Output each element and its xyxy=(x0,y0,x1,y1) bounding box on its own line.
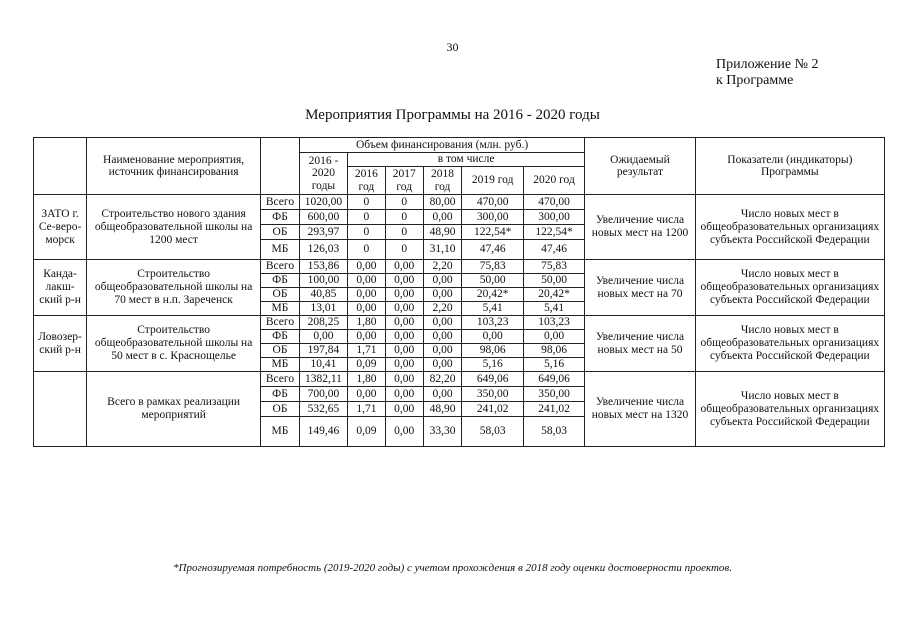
value-total: 40,85 xyxy=(299,288,347,302)
value-2018: 0,00 xyxy=(423,210,462,225)
value-2019: 58,03 xyxy=(462,417,523,447)
value-2019: 5,41 xyxy=(462,302,523,316)
source-cell: МБ xyxy=(261,240,300,260)
header-source-blank xyxy=(261,138,300,195)
group-indicator: Число новых мест в общеобразовательных организациях субъекта Российской Федерации xyxy=(695,260,884,316)
value-2020: 0,00 xyxy=(523,330,584,344)
value-2018: 48,90 xyxy=(423,402,462,417)
header-including: в том числе xyxy=(347,153,584,167)
value-2017: 0 xyxy=(385,195,423,210)
source-cell: МБ xyxy=(261,302,300,316)
value-2017: 0,00 xyxy=(385,372,423,387)
group-result: Увеличение числа новых мест на 1200 xyxy=(585,195,695,260)
value-2018: 0,00 xyxy=(423,288,462,302)
value-2018: 2,20 xyxy=(423,260,462,274)
value-total: 293,97 xyxy=(299,225,347,240)
group-place: ЗАТО г. Се-веро-морск xyxy=(34,195,87,260)
header-2018: 2018 год xyxy=(423,167,462,195)
value-2019: 50,00 xyxy=(462,274,523,288)
value-2016: 0,00 xyxy=(347,274,385,288)
value-total: 197,84 xyxy=(299,344,347,358)
header-place-blank xyxy=(34,138,87,195)
value-2017: 0,00 xyxy=(385,417,423,447)
value-2019: 20,42* xyxy=(462,288,523,302)
source-cell: Всего xyxy=(261,195,300,210)
page-number: 30 xyxy=(446,40,459,54)
value-2019: 300,00 xyxy=(462,210,523,225)
value-2019: 75,83 xyxy=(462,260,523,274)
value-2016: 0 xyxy=(347,210,385,225)
value-2017: 0 xyxy=(385,240,423,260)
value-2020: 47,46 xyxy=(523,240,584,260)
group-indicator: Число новых мест в общеобразовательных организациях субъекта Российской Федерации xyxy=(695,316,884,372)
value-2020: 98,06 xyxy=(523,344,584,358)
source-cell: ОБ xyxy=(261,344,300,358)
value-total: 10,41 xyxy=(299,358,347,372)
value-2020: 50,00 xyxy=(523,274,584,288)
value-2019: 98,06 xyxy=(462,344,523,358)
value-2016: 0,00 xyxy=(347,288,385,302)
group-total-name: Всего в рамках реализации мероприятий xyxy=(87,372,261,447)
value-2018: 48,90 xyxy=(423,225,462,240)
value-2020: 350,00 xyxy=(523,387,584,402)
value-2018: 0,00 xyxy=(423,344,462,358)
value-2017: 0,00 xyxy=(385,260,423,274)
source-cell: ФБ xyxy=(261,387,300,402)
value-2016: 1,71 xyxy=(347,402,385,417)
value-2016: 0 xyxy=(347,225,385,240)
value-2017: 0,00 xyxy=(385,302,423,316)
header-name: Наименование мероприятия, источник финансирования xyxy=(87,138,261,195)
value-2018: 0,00 xyxy=(423,330,462,344)
value-2020: 58,03 xyxy=(523,417,584,447)
source-cell: ФБ xyxy=(261,210,300,225)
appendix-line-2: к Программе xyxy=(716,73,794,88)
source-cell: МБ xyxy=(261,358,300,372)
value-total: 149,46 xyxy=(299,417,347,447)
value-2016: 0,09 xyxy=(347,358,385,372)
value-2019: 103,23 xyxy=(462,316,523,330)
value-2019: 0,00 xyxy=(462,330,523,344)
value-2019: 350,00 xyxy=(462,387,523,402)
source-cell: ОБ xyxy=(261,288,300,302)
source-cell: ОБ xyxy=(261,225,300,240)
value-total: 153,86 xyxy=(299,260,347,274)
value-2020: 20,42* xyxy=(523,288,584,302)
value-total: 1382,11 xyxy=(299,372,347,387)
group-indicator: Число новых мест в общеобразовательных организациях субъекта Российской Федерации xyxy=(695,372,884,447)
source-cell: МБ xyxy=(261,417,300,447)
header-total-years: 2016 - 2020 годы xyxy=(299,153,347,195)
source-cell: ФБ xyxy=(261,330,300,344)
value-2020: 122,54* xyxy=(523,225,584,240)
value-2018: 0,00 xyxy=(423,358,462,372)
value-2017: 0 xyxy=(385,210,423,225)
value-2016: 1,71 xyxy=(347,344,385,358)
source-cell: Всего xyxy=(261,372,300,387)
header-result: Ожидаемый результат xyxy=(585,138,695,195)
source-cell: Всего xyxy=(261,260,300,274)
value-2019: 5,16 xyxy=(462,358,523,372)
header-funding: Объем финансирования (млн. руб.) xyxy=(299,138,584,153)
appendix-label xyxy=(716,57,819,89)
source-cell: Всего xyxy=(261,316,300,330)
footnote: *Прогнозируемая потребность (2019-2020 годы) с учетом прохождения в 2018 году оценки достоверности проектов. xyxy=(173,562,732,574)
header-2020: 2020 год xyxy=(523,167,584,195)
value-2020: 103,23 xyxy=(523,316,584,330)
group-result: Увеличение числа новых мест на 50 xyxy=(585,316,695,372)
group-activity-name: Строительство общеобразовательной школы на 70 мест в н.п. Зареченск xyxy=(87,260,261,316)
value-2020: 241,02 xyxy=(523,402,584,417)
value-2020: 470,00 xyxy=(523,195,584,210)
value-total: 600,00 xyxy=(299,210,347,225)
value-2017: 0,00 xyxy=(385,274,423,288)
value-2016: 1,80 xyxy=(347,316,385,330)
header-2019: 2019 год xyxy=(462,167,523,195)
value-2018: 33,30 xyxy=(423,417,462,447)
value-2016: 0 xyxy=(347,240,385,260)
group-indicator: Число новых мест в общеобразовательных организациях субъекта Российской Федерации xyxy=(695,195,884,260)
value-2017: 0,00 xyxy=(385,344,423,358)
value-2017: 0,00 xyxy=(385,387,423,402)
value-2016: 0 xyxy=(347,195,385,210)
value-2017: 0,00 xyxy=(385,358,423,372)
value-2020: 5,16 xyxy=(523,358,584,372)
value-2018: 0,00 xyxy=(423,274,462,288)
appendix-line-1: Приложение № 2 xyxy=(716,57,819,72)
value-2016: 0,09 xyxy=(347,417,385,447)
value-2017: 0 xyxy=(385,225,423,240)
value-2017: 0,00 xyxy=(385,316,423,330)
value-total: 126,03 xyxy=(299,240,347,260)
program-activities-table xyxy=(33,137,885,447)
value-2018: 82,20 xyxy=(423,372,462,387)
value-2016: 0,00 xyxy=(347,260,385,274)
group-activity-name: Строительство нового здания общеобразовательной школы на 1200 мест xyxy=(87,195,261,260)
group-activity-name: Строительство общеобразовательной школы на 50 мест в с. Краснощелье xyxy=(87,316,261,372)
value-2020: 300,00 xyxy=(523,210,584,225)
value-2020: 5,41 xyxy=(523,302,584,316)
value-2016: 1,80 xyxy=(347,372,385,387)
group-result: Увеличение числа новых мест на 1320 xyxy=(585,372,695,447)
value-total: 1020,00 xyxy=(299,195,347,210)
value-2017: 0,00 xyxy=(385,402,423,417)
value-2017: 0,00 xyxy=(385,330,423,344)
value-2018: 0,00 xyxy=(423,316,462,330)
group-place: Ловозер-ский р-н xyxy=(34,316,87,372)
value-2020: 649,06 xyxy=(523,372,584,387)
value-2019: 122,54* xyxy=(462,225,523,240)
header-2017: 2017 год xyxy=(385,167,423,195)
value-2017: 0,00 xyxy=(385,288,423,302)
value-2016: 0,00 xyxy=(347,330,385,344)
source-cell: ОБ xyxy=(261,402,300,417)
value-2019: 470,00 xyxy=(462,195,523,210)
group-place-blank xyxy=(34,372,87,447)
group-place: Канда-лакш-ский р-н xyxy=(34,260,87,316)
value-total: 13,01 xyxy=(299,302,347,316)
header-indicators: Показатели (индикаторы) Программы xyxy=(695,138,884,195)
value-2018: 80,00 xyxy=(423,195,462,210)
value-2016: 0,00 xyxy=(347,302,385,316)
value-total: 208,25 xyxy=(299,316,347,330)
value-2016: 0,00 xyxy=(347,387,385,402)
value-2019: 241,02 xyxy=(462,402,523,417)
value-2018: 0,00 xyxy=(423,387,462,402)
group-result: Увеличение числа новых мест на 70 xyxy=(585,260,695,316)
source-cell: ФБ xyxy=(261,274,300,288)
value-total: 100,00 xyxy=(299,274,347,288)
document-title: Мероприятия Программы на 2016 - 2020 годы xyxy=(305,107,600,123)
value-2020: 75,83 xyxy=(523,260,584,274)
value-total: 700,00 xyxy=(299,387,347,402)
value-2019: 47,46 xyxy=(462,240,523,260)
value-total: 532,65 xyxy=(299,402,347,417)
value-2018: 31,10 xyxy=(423,240,462,260)
header-2016: 2016 год xyxy=(347,167,385,195)
value-total: 0,00 xyxy=(299,330,347,344)
value-2018: 2,20 xyxy=(423,302,462,316)
value-2019: 649,06 xyxy=(462,372,523,387)
